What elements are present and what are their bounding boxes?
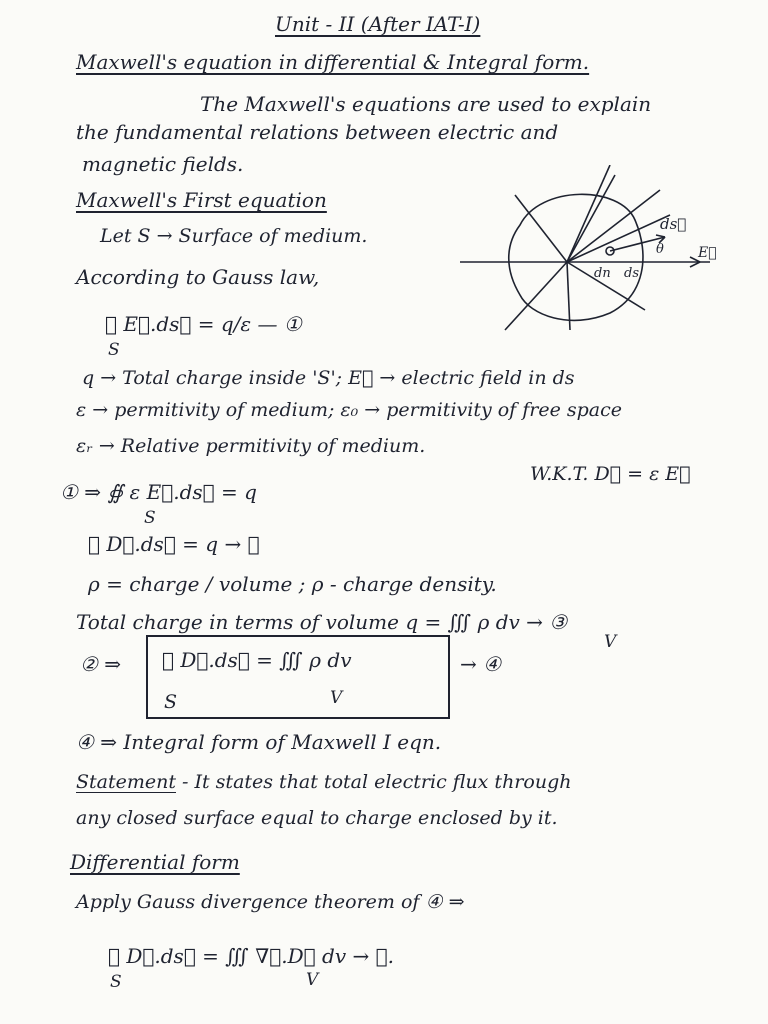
equation-label: → ④ <box>460 652 502 676</box>
surface-subscript: S <box>164 691 178 713</box>
diagram-label-ds: ds⃗ <box>660 215 687 233</box>
text-line: Total charge in terms of volume q = ∭ ρ dv → ③ <box>76 610 568 634</box>
text-line: q → Total charge inside 'S'; E⃗ → electric field in ds <box>82 367 575 389</box>
text-line: ρ = charge / volume ; ρ - charge density. <box>88 572 497 596</box>
statement-label: Statement <box>76 771 176 793</box>
text-line: εᵣ → Relative permitivity of medium. <box>76 435 426 457</box>
text-line: W.K.T. D⃗ = ε E⃗ <box>530 463 691 485</box>
volume-subscript: V <box>604 632 617 652</box>
text-line: Apply Gauss divergence theorem of ④ ⇒ <box>76 891 465 913</box>
volume-subscript: V <box>330 688 343 708</box>
text-line: According to Gauss law, <box>76 265 320 289</box>
equation-step: ① ⇒ ∯ ε E⃗.ds⃗ = q <box>60 480 257 504</box>
text-line: Let S → Surface of medium. <box>100 225 368 247</box>
text-line: The Maxwell's equations are used to explain <box>200 92 652 116</box>
text-line: ε → permitivity of medium; ε₀ → permitivity of free space <box>76 399 623 421</box>
subheading-differential-form: Differential form <box>70 850 240 874</box>
text-line: the fundamental relations between electric and <box>76 120 559 144</box>
diagram-label-dn: dn <box>594 266 611 281</box>
diagram-label-e: E⃗ <box>698 245 717 261</box>
subheading-first-equation: Maxwell's First equation <box>76 188 327 212</box>
text-line: magnetic fields. <box>82 152 244 176</box>
diagram-label-theta: θ <box>656 242 664 257</box>
statement-line <box>76 770 571 794</box>
text-line: ④ ⇒ Integral form of Maxwell I eqn. <box>76 730 442 754</box>
page-title: Unit - II (After IAT-I) <box>275 12 481 36</box>
surface-subscript: S <box>108 340 120 360</box>
statement-text: - It states that total electric flux through <box>176 771 572 793</box>
surface-subscript: S <box>110 972 122 992</box>
equation-5: ∯ D⃗.ds⃗ = ∭ ∇⃗.D⃗ dv → ⑤. <box>108 944 394 968</box>
equation-2: ∯ D⃗.ds⃗ = q → ② <box>88 532 260 556</box>
equation-step: ② ⇒ <box>80 652 122 676</box>
volume-subscript: V <box>306 970 319 990</box>
equation-1: ∯ E⃗.ds⃗ = q/ε — ① <box>105 312 302 336</box>
equation-4: ∯ D⃗.ds⃗ = ∭ ρ dv <box>162 648 352 672</box>
diagram-label-ds2: ds <box>624 266 639 281</box>
text-line: any closed surface equal to charge enclosed by it. <box>76 807 558 829</box>
surface-subscript: S <box>144 508 156 528</box>
gauss-surface-diagram <box>460 165 720 355</box>
section-heading: Maxwell's equation in differential & Integral form. <box>76 50 590 74</box>
